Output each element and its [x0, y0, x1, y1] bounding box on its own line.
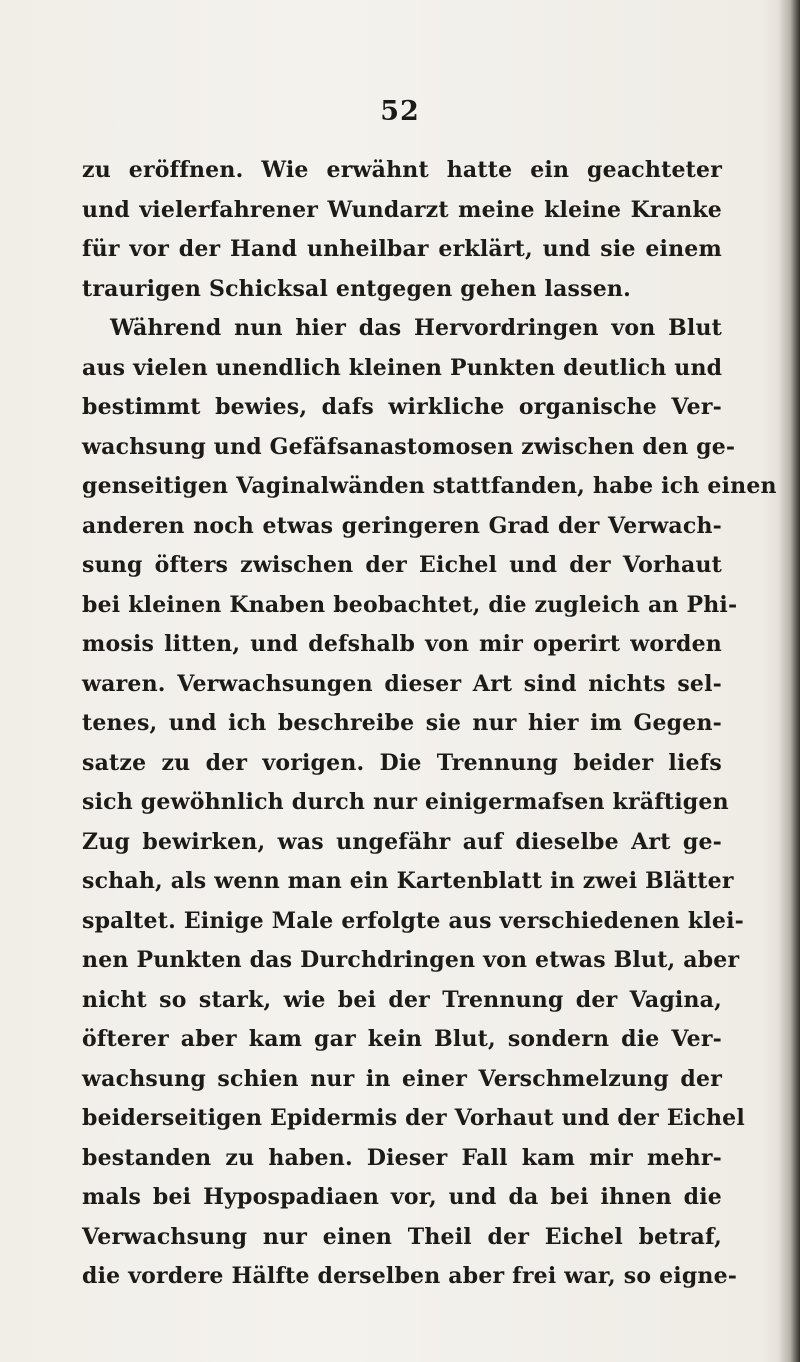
text-line: traurigen Schicksal entgegen gehen lassen.	[82, 275, 631, 302]
text-line: sich gewöhnlich durch nur einigermafsen kräftigen	[82, 789, 729, 815]
spine-shadow	[778, 0, 800, 1362]
text-line: für vor der Hand unheilbar erklärt, und sie einem	[82, 236, 722, 262]
text-line: die vordere Hälfte derselben aber frei war, so eigne-	[82, 1263, 738, 1289]
text-line: genseitigen Vaginalwänden stattfanden, habe ich einen	[82, 473, 777, 499]
text-line: schah, als wenn man ein Kartenblatt in zwei Blätter	[82, 868, 734, 894]
text-line: Während nun hier das Hervordringen von Blut	[110, 315, 722, 341]
text-line: anderen noch etwas geringeren Grad der Verwach-	[82, 512, 722, 539]
text-line: mosis litten, und defshalb von mir operirt worden	[82, 631, 722, 657]
text-line: nicht so stark, wie bei der Trennung der Vagina,	[82, 986, 722, 1013]
text-line: aus vielen unendlich kleinen Punkten deutlich und	[82, 354, 723, 381]
text-line: mals bei Hypospadiaen vor, und da bei ihnen die	[82, 1184, 722, 1210]
text-line: beiderseitigen Epidermis der Vorhaut und der Eichel	[82, 1105, 745, 1131]
text-line: öfterer aber kam gar kein Blut, sondern die Ver-	[82, 1026, 722, 1052]
text-line: waren. Verwachsungen dieser Art sind nichts sel-	[82, 670, 722, 697]
text-line: bestimmt bewies, dafs wirkliche organische Ver-	[82, 394, 722, 420]
text-line: bei kleinen Knaben beobachtet, die zugleich an Phi-	[82, 591, 738, 618]
text-line: Zug bewirken, was ungefähr auf dieselbe Art ge-	[82, 828, 722, 855]
text-line: sung öfters zwischen der Eichel und der Vorhaut	[82, 552, 722, 578]
text-line: Verwachsung nur einen Theil der Eichel betraf,	[82, 1223, 722, 1250]
text-line: wachsung schien nur in einer Verschmelzung der	[82, 1065, 722, 1092]
text-line: spaltet. Einige Male erfolgte aus verschiedenen klei-	[82, 907, 744, 934]
body-text	[82, 151, 777, 1297]
text-line: tenes, und ich beschreibe sie nur hier im Gegen-	[82, 710, 722, 736]
text-line: bestanden zu haben. Dieser Fall kam mir mehr-	[82, 1144, 722, 1171]
text-line: und vielerfahrener Wundarzt meine kleine Kranke	[82, 196, 722, 223]
text-line: satze zu der vorigen. Die Trennung beider liefs	[82, 749, 722, 776]
text-line: zu eröffnen. Wie erwähnt hatte ein geachteter	[82, 157, 722, 183]
text-line: nen Punkten das Durchdringen von etwas Blut, aber	[82, 947, 740, 973]
page-number: 52	[380, 96, 420, 127]
text-line: wachsung und Gefäfsanastomosen zwischen den ge-	[82, 433, 736, 460]
